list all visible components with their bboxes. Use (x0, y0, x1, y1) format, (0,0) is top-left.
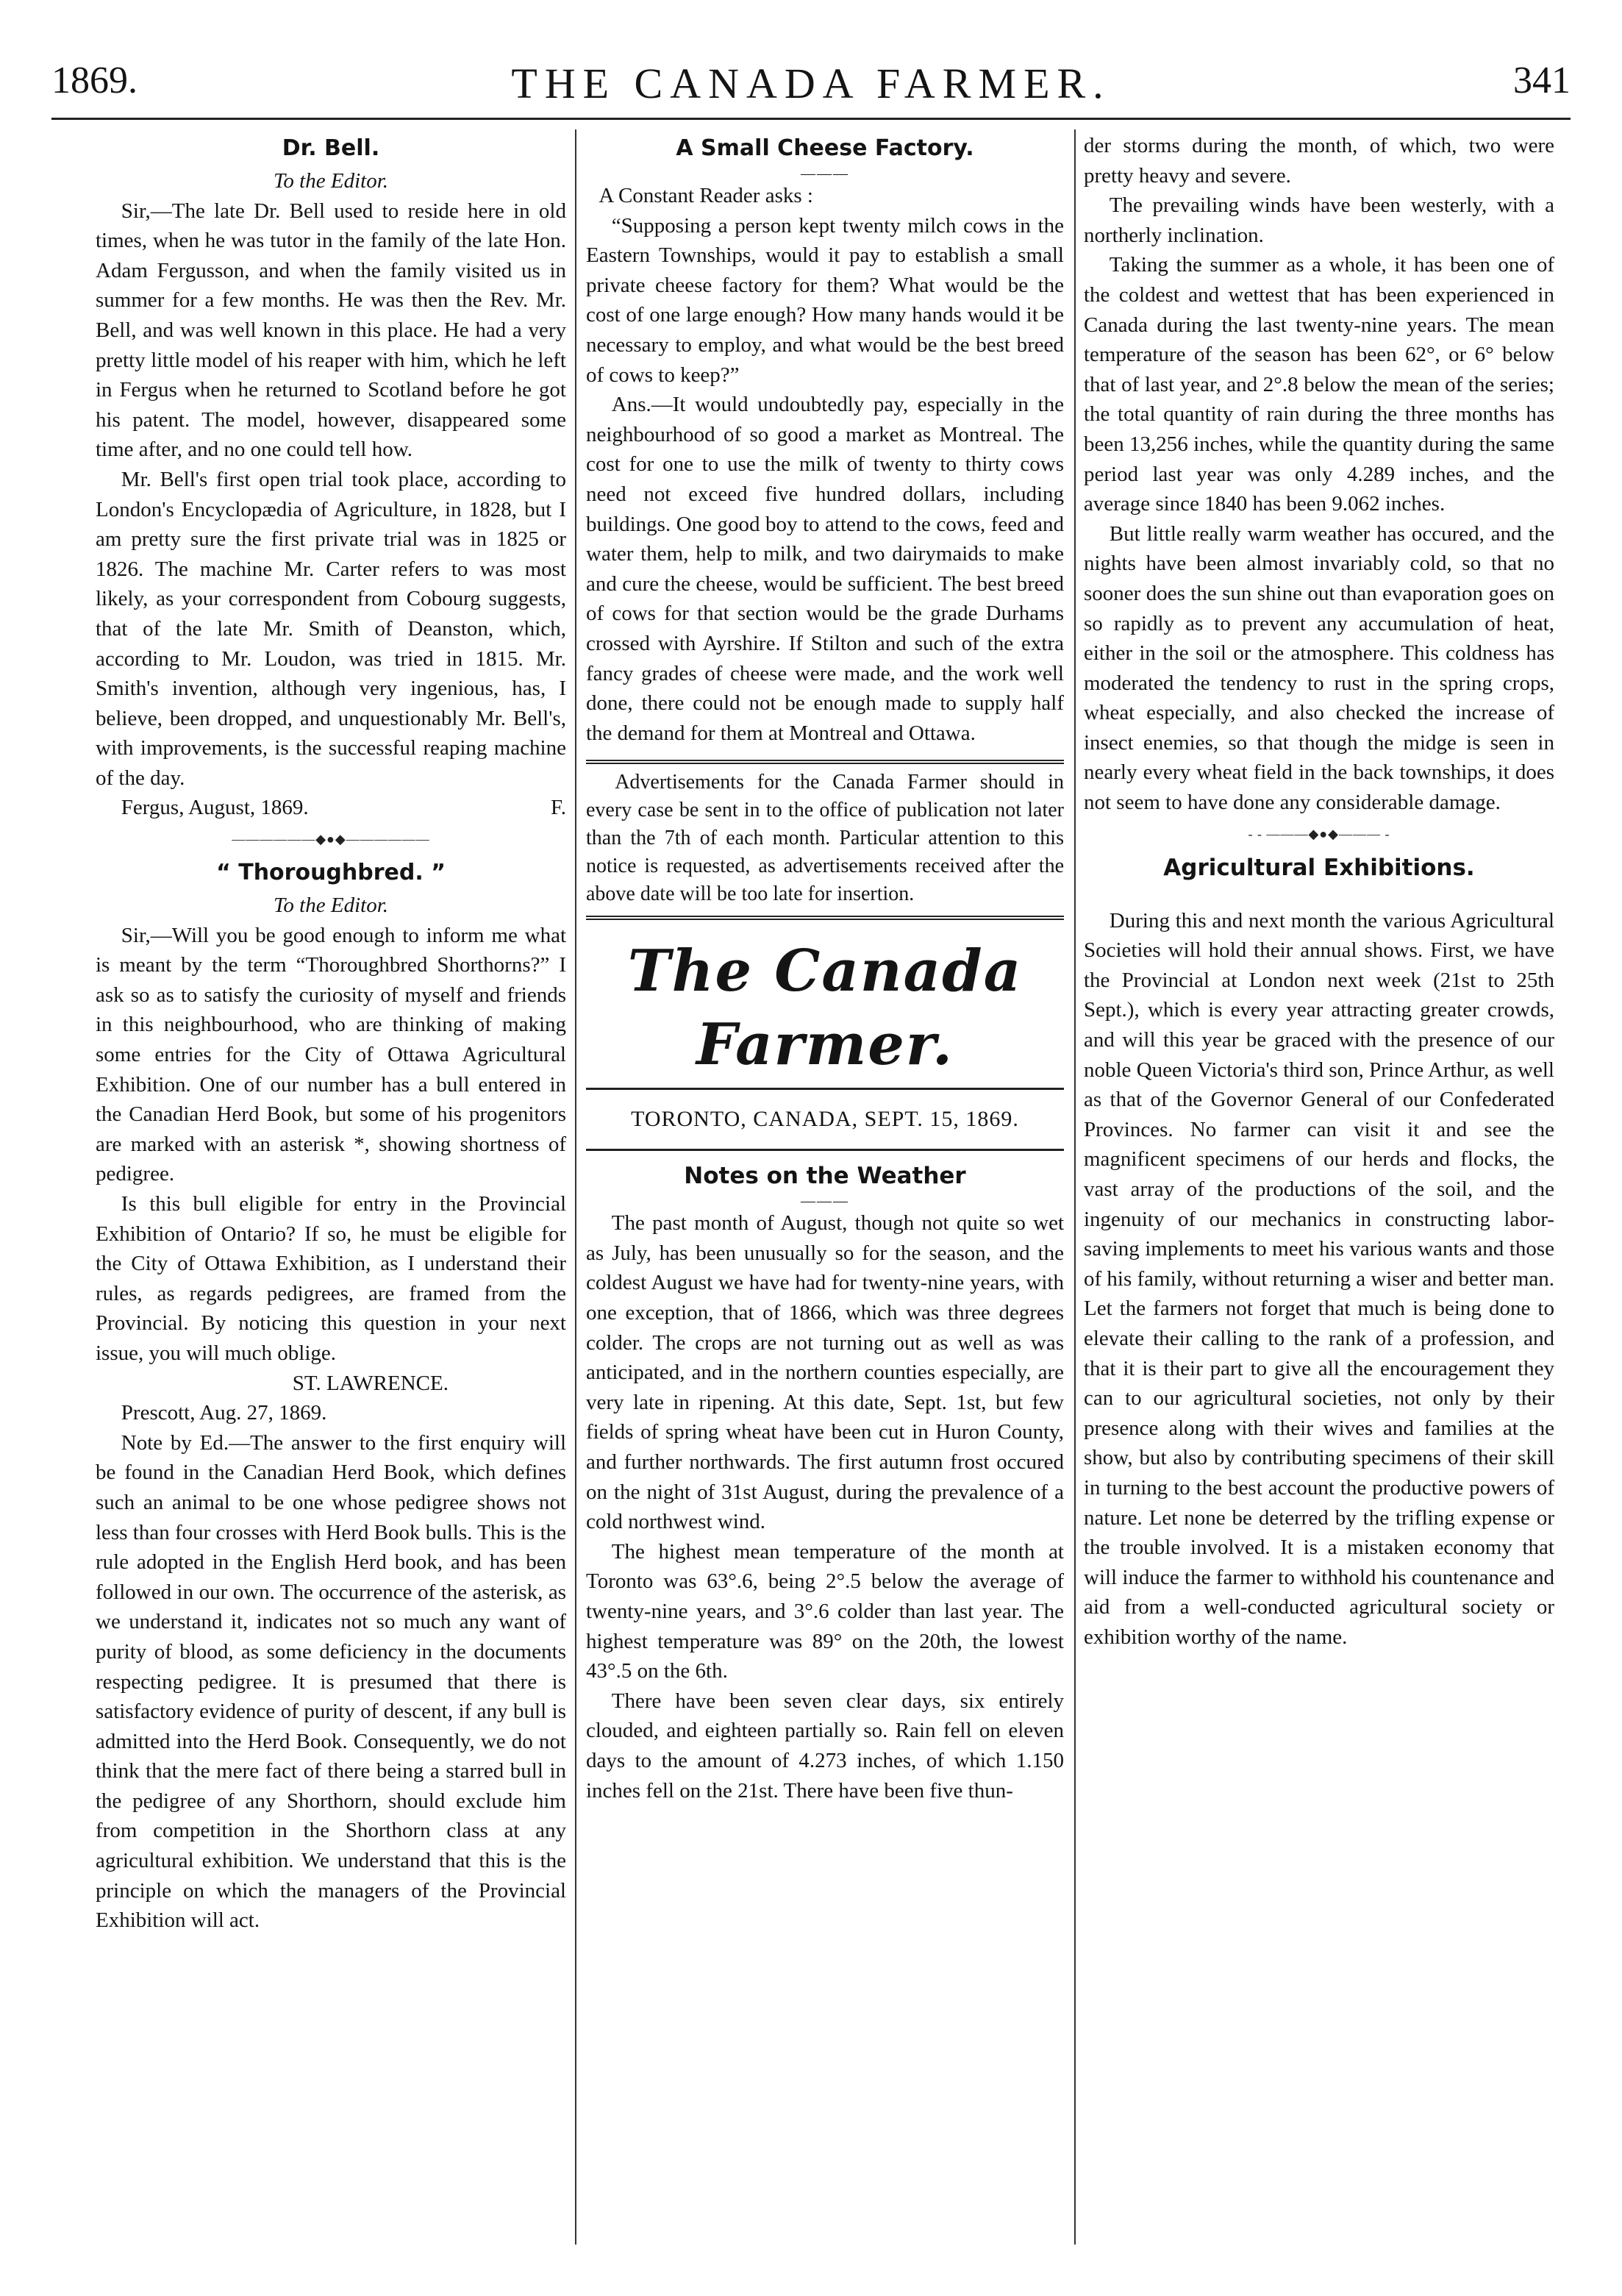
paragraph: Sir,—Will you be good enough to inform me what is meant by the term “Thoroughbred Shorthorns?” I ask so as to satisfy the curiosity of myself and friends in this neighbourhood, who are thinking of making some entries for the City of Ottawa Agricultural Exhibition. One of our number has a bull entered in the Canadian Herd Book, but some of his progenitors are marked with an asterisk *, showing shortness of pedigree. (96, 923, 566, 1186)
paragraph: The past month of August, though not quite so wet as July, has been unusually so for the season, and the coldest August we have had for twenty-nine years, with one exception, that of 1866, which was three degrees colder. The crops are not turning out as well as was anticipated, and in the northern counties especially, are very late in ripening. At this date, Sept. 1st, but few fields of spring wheat have been cut in Huron County, and further northwards. The first autumn frost occured on the night of 31st August, during the prevalence of a cold northwest wind. (586, 1211, 1064, 1534)
reader-question: “Supposing a person kept twenty milch cows in the Eastern Townships, would it pay to establish a small private cheese factory for them? What would be the cost of one large enough? How many hands would it be necessary to employ, and what would be the best breed of cows to keep?” (586, 213, 1064, 387)
section-ornament-divider: - - ———◆●◆——— - (1248, 826, 1390, 841)
small-rule: ——— (801, 1193, 849, 1210)
letter-dateline (96, 793, 566, 823)
article-title-weather: Notes on the Weather (684, 1163, 966, 1190)
letter-signature: ST. LAWRENCE. (292, 1371, 449, 1395)
running-header (51, 59, 1571, 110)
header-rule (51, 118, 1571, 120)
to-editor-line: To the Editor. (273, 894, 389, 918)
paragraph-continued: der storms during the month, of which, two were pretty heavy and severe. (1084, 134, 1554, 188)
paragraph: Mr. Bell's first open trial took place, according to London's Encyclopædia of Agriculture, in 1828, but I am pretty sure the first private trial was in 1825 or 1826. The machine Mr. Carter refers to was most likely, as your correspondent from Cobourg suggests, that of the late Mr. Smith of Deanston, which, according to Mr. Loudon, was tried in 1815. Mr. Smith's invention, although very ingenious, has, I believe, been dropped, and unquestionably Mr. Bell's, with improvements, is the successful reaping machine of the day. (96, 467, 566, 790)
paragraph: Sir,—The late Dr. Bell used to reside here in old times, when he was tutor in the family of the late Hon. Adam Fergusson, and when the family visited us in summer for a few months. He was then the Rev. Mr. Bell, and was well known in this place. He had a very pretty little model of his reaper with him, which he left in Fergus when he returned to Scotland before he got his patent. The model, however, disappeared some time after, and no one could tell how. (96, 199, 566, 462)
editor-note: Note by Ed.—The answer to the first enquiry will be found in the Canadian Herd Book, which defines such an animal to be one whose pedigree shows not less than four crosses with Herd Book bulls. This is the rule adopted in the English Herd book, and has been followed in our own. The occurrence of the asterisk, as we understand it, indicates not so much any want of purity of blood, as some deficiency in the documents respecting pedigree. It is presumed that there is satisfactory evidence of purity of descent, if any bull is admitted into the Herd Book. Consequently, we do not think that the mere fact of there being a starred bull in the pedigree of any Shorthorn, should exclude him from competition in the Shorthorn class at any agricultural exhibition. We understand that this is the principle on which the managers of the Provincial Exhibition will act. (96, 1430, 566, 1933)
column-1 (96, 131, 566, 1936)
letter-dateline: Prescott, Aug. 27, 1869. (121, 1401, 327, 1425)
advertisement-notice (586, 760, 1064, 920)
header-page-number: 341 (1513, 60, 1571, 101)
nameplate-the-canada-farmer: The Canada Farmer. (627, 938, 1023, 1079)
to-editor-line: To the Editor. (273, 169, 389, 193)
paragraph: There have been seven clear days, six entirely clouded, and eighteen partially so. Rain fell on eleven days to the amount of 4.273 inches, of which 1.150 inches fell on the 21st. There have been five thun- (586, 1689, 1064, 1803)
notice-text: Advertisements for the Canada Farmer should in every case be sent in to the office of publication not later than the 7th of each month. Particular attention to this notice is requested, as advertisements received after the above date will be too late for insertion. (586, 771, 1064, 906)
column-3 (1084, 131, 1554, 1653)
paragraph: The highest mean temperature of the month at Toronto was 63°.6, being 2°.5 below the average of twenty-nine years, and 3°.6 colder than last year. The highest temperature was 89° on the 20th, the lowest 43°.5 on the 6th. (586, 1539, 1064, 1683)
article-title-cheese-factory: A Small Cheese Factory. (676, 135, 974, 161)
header-year: 1869. (51, 60, 137, 101)
dateline-text: Fergus, August, 1869. (121, 796, 309, 820)
article-title-agricultural-exhibitions: Agricultural Exhibitions. (1163, 854, 1475, 881)
header-title: THE CANADA FARMER. (511, 60, 1111, 107)
paragraph: During this and next month the various Agricultural Societies will hold their annual shows. First, we have the Provincial at London next week (21st to 25th Sept.), which is every year attracting greater crowds, and will this year be graced with the presence of our noble Queen Victoria's third son, Prince Arthur, as well as that of the Governor General of our Confederated Provinces. No farmer can visit it and see the magnificent specimens of our herds and flocks, the vast array of the productions of the soil, and the ingenuity of our mechanics in constructing labor-saving implements to meet his various wants and those of his family, without returning a wiser and better man. Let the farmers not forget that much is being done to elevate their calling to the rank of a profession, and that it is their part to give all the encouragement they can to our agricultural societies, not only by their presence along with their wives and families at the show, but also by contributing specimens of their skill in turning to the best account the productive powers of nature. Let none be deterred by the trifling expense or the trouble involved. It is a mistaken economy that will induce the farmer to withhold his countenance and aid from a well-conducted agricultural society or exhibition worthy of the name. (1084, 908, 1554, 1649)
article-title-dr-bell: Dr. Bell. (282, 135, 380, 161)
editor-answer: Ans.—It would undoubtedly pay, especially in the neighbourhood of so good a market as Montreal. The cost for one to use the milk of twenty to thirty cows need not exceed five hundred dollars, including buildings. One good boy to attend to the cows, feed and water them, help to milk, and two dairymaids to make and cure the cheese, would be sufficient. The best breed of cows for that section would be the grade Durhams crossed with Ayrshire. If Stilton and such of the extra fancy grades of cheese were made, and the work well done, there could not be enough made to supply half the demand for them at Montreal and Ottawa. (586, 393, 1064, 745)
column-divider-1 (575, 129, 576, 2245)
question-intro: A Constant Reader asks : (599, 184, 813, 207)
paragraph: Is this bull eligible for entry in the Provincial Exhibition of Ontario? If so, he must be eligible for the City of Ottawa Exhibition, as I understand their rules, as regards pedigrees, are framed from the Provincial. By noticing this question in your next issue, you will much oblige. (96, 1192, 566, 1365)
column-2 (586, 131, 1064, 1805)
small-rule: ——— (801, 165, 849, 182)
issue-dateline: TORONTO, CANADA, SEPT. 15, 1869. (586, 1088, 1064, 1151)
paragraph: But little really warm weather has occured, and the nights have been almost invariably cold, so that no sooner does the sun shine out than evaporation goes on so rapidly as to prevent any accumulation of heat, either in the soil or the atmosphere. This coldness has moderated the tendency to rust in the spring crops, wheat especially, and also checked the increase of insect enemies, so that though the midge is seen in nearly every wheat field in the back townships, it does not seem to have done any considerable damage. (1084, 521, 1554, 815)
paragraph: The prevailing winds have been westerly, with a northerly inclination. (1084, 193, 1554, 247)
letter-signature: F. (550, 796, 566, 820)
paragraph: Taking the summer as a whole, it has been one of the coldest and wettest that has been experienced in Canada during the last twenty-nine years. The mean temperature of the season has been 62°, or 6° below that of last year, and 2°.8 below the mean of the series; the total quantity of rain during the three months has been 13,256 inches, while the quantity during the same period last year was only 4.289 inches, and the average since 1840 has been 9.062 inches. (1084, 253, 1554, 516)
column-divider-2 (1074, 129, 1076, 2245)
section-ornament-divider: ——————◆●◆—————— (232, 832, 430, 847)
article-title-thoroughbred: “ Thoroughbred. ” (216, 860, 446, 886)
